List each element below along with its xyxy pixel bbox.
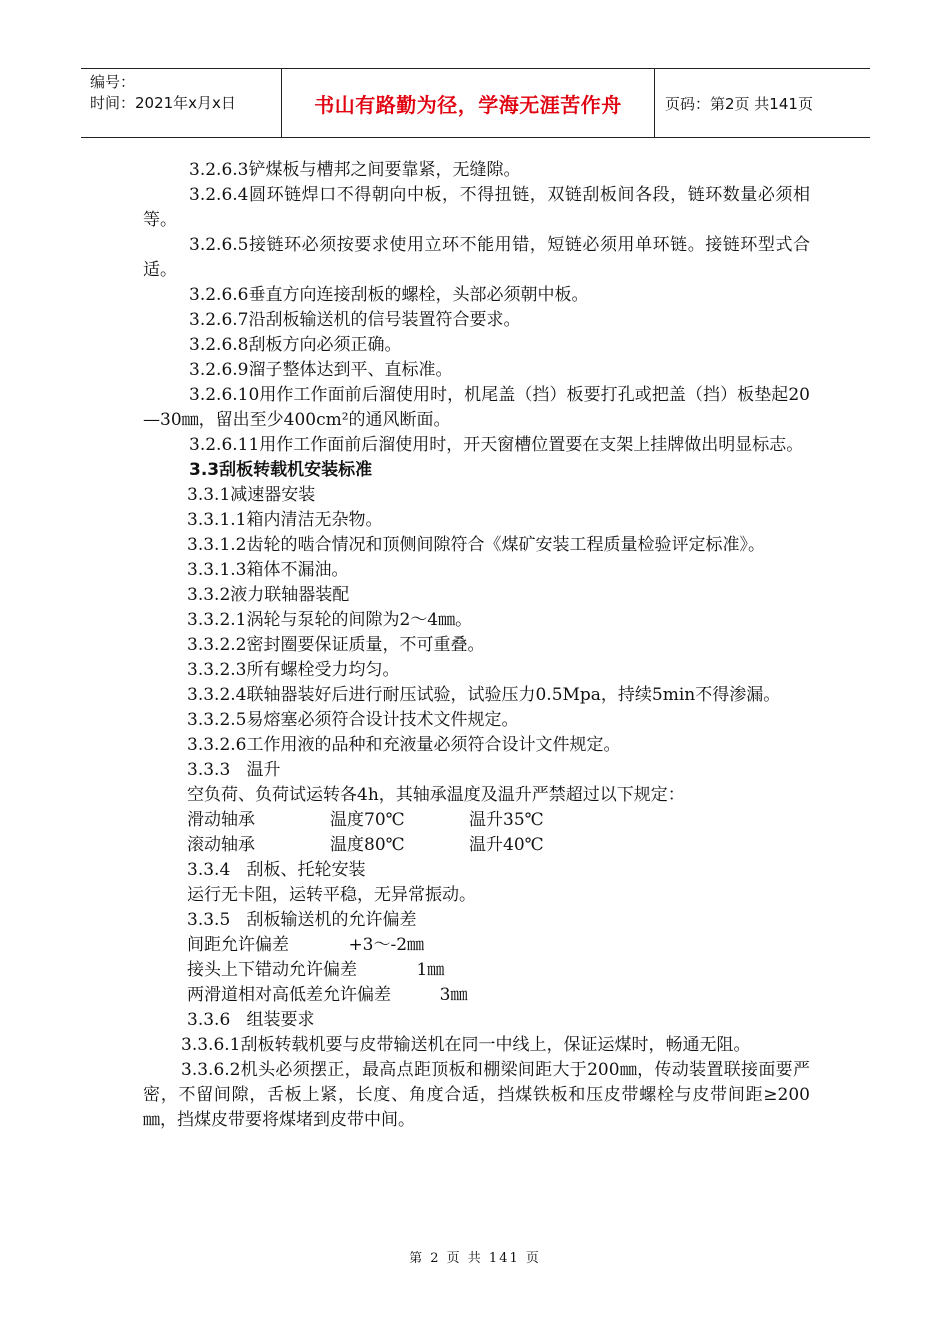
paragraph: 3.3.2.6工作用液的品种和充液量必须符合设计文件规定。 [187,735,621,755]
header-meta [81,69,282,137]
paragraph: 运行无卡阻，运转平稳，无异常振动。 [187,885,476,905]
subsection-heading: 3.3.6 组装要求 [187,1010,315,1030]
table-cell: 滑动轴承 [187,810,255,830]
number-label: 编号： [90,73,136,91]
table-row [187,808,810,833]
table-cell: 温升40℃ [469,835,544,855]
subsection-heading: 3.3.3 温升 [187,760,281,780]
paragraph: 3.2.6.7沿刮板输送机的信号装置符合要求。 [189,310,521,330]
header-page-label: 页码：第2页 共141页 [665,94,813,113]
paragraph: 接头上下错动允许偏差 1㎜ [187,960,445,980]
table-cell: 滚动轴承 [187,835,255,855]
temperature-table [143,808,810,858]
paragraph: 两滑道相对高低差允许偏差 3㎜ [187,985,468,1005]
subsection-heading: 3.3.4 刮板、托轮安装 [187,860,366,880]
page-footer: 第 2 页 共 141 页 [409,1251,541,1266]
subsection-heading: 3.3.2液力联轴器装配 [187,585,350,605]
header-motto: 书山有路勤为径，学海无涯苦作舟 [282,69,655,137]
paragraph: 3.2.6.11用作工作面前后溜使用时，开天窗槽位置要在支架上挂牌做出明显标志。 [189,435,804,455]
paragraph: 3.3.1.3箱体不漏油。 [187,560,349,580]
subsection-heading: 3.3.5 刮板输送机的允许偏差 [187,910,417,930]
table-cell: 温度80℃ [330,835,405,855]
paragraph: 空负荷、负荷试运转各4h，其轴承温度及温升严禁超过以下规定： [187,785,685,805]
paragraph: 3.3.2.5易熔塞必须符合设计技术文件规定。 [187,710,519,730]
paragraph: 3.2.6.9溜子整体达到平、直标准。 [189,360,453,380]
section-heading: 3.3刮板转载机安装标准 [189,460,373,480]
table-cell: 温度70℃ [330,810,405,830]
time-label: 时间：2021年x月x日 [90,94,236,112]
paragraph: 3.3.1.1箱内清洁无杂物。 [187,510,383,530]
document-body [143,158,810,1133]
paragraph: 3.3.2.1涡轮与泵轮的间隙为2～4㎜。 [187,610,473,630]
paragraph: 3.3.2.4联轴器装好后进行耐压试验，试验压力0.5Mpa，持续5min不得渗漏。 [187,685,781,705]
table-cell: 温升35℃ [469,810,544,830]
paragraph: 3.2.6.8刮板方向必须正确。 [189,335,402,355]
subsection-heading: 3.3.1减速器安装 [187,485,316,505]
paragraph: 3.3.6.1刮板转载机要与皮带输送机在同一中线上，保证运煤时，畅通无阻。 [181,1035,751,1055]
paragraph: 3.2.6.6垂直方向连接刮板的螺栓，头部必须朝中板。 [189,285,589,305]
paragraph: 3.2.6.10用作工作面前后溜使用时，机尾盖（挡）板要打孔或把盖（挡）板垫起20—30㎜，留出至少400cm²的通风断面。 [143,385,810,430]
paragraph: 3.2.6.3铲煤板与槽邦之间要靠紧，无缝隙。 [189,160,521,180]
paragraph: 间距允许偏差 +3～-2㎜ [187,935,425,955]
paragraph: 3.3.6.2机头必须摆正，最高点距顶板和棚梁间距大于200㎜，传动装置联接面要严密，不留间隙，舌板上紧，长度、角度合适，挡煤铁板和压皮带螺栓与皮带间距≥200㎜，挡煤皮带要将煤堵到皮带中间。 [143,1060,810,1130]
paragraph: 3.3.2.2密封圈要保证质量，不可重叠。 [187,635,485,655]
paragraph: 3.3.1.2齿轮的啮合情况和顶侧间隙符合《煤矿安装工程质量检验评定标准》。 [187,535,765,555]
paragraph: 3.3.2.3所有螺栓受力均匀。 [187,660,400,680]
table-row [187,833,810,858]
paragraph: 3.2.6.4圆环链焊口不得朝向中板，不得扭链，双链刮板间各段，链环数量必须相等。 [143,185,810,230]
page-header [81,68,870,138]
paragraph: 3.2.6.5接链环必须按要求使用立环不能用错，短链必须用单环链。接链环型式合适。 [143,235,810,280]
